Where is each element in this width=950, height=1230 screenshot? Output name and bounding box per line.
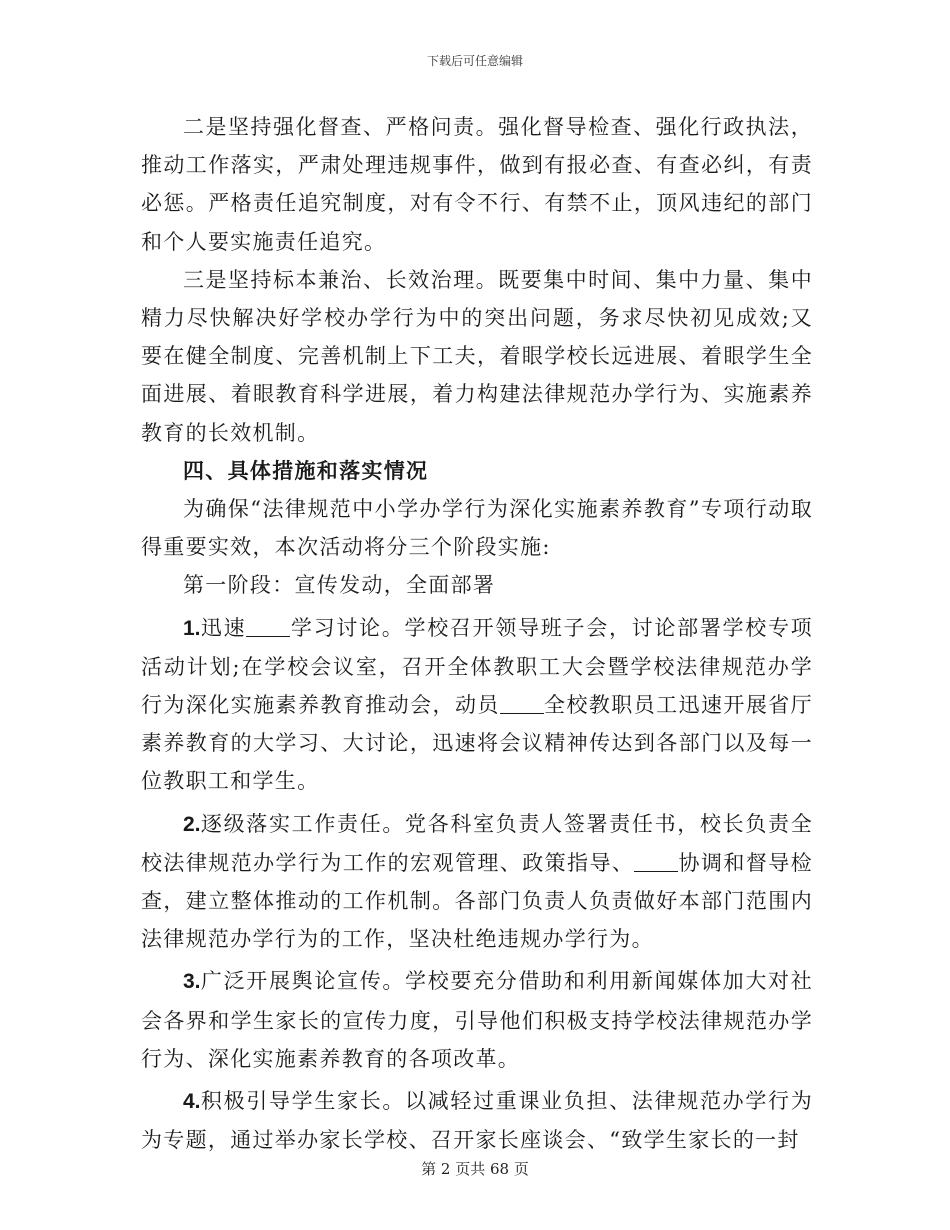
paragraph-long-term-governance: 三是坚持标本兼治、长效治理。既要集中时间、集中力量、集中精力尽快解决好学校办学行为中的突出问题，务求尽快初见成效;又要在健全制度、完善机制上下工夫，着眼学校长远进展、着眼学生全面进展、着眼教育科学进展，着力构建法律规范办学行为、实施素养教育的长效机制。 [141, 267, 813, 445]
stage-1-title: 第一阶段：宣传发动，全面部署 [183, 573, 496, 598]
item-number: 4. [183, 1090, 201, 1114]
paragraph-stages-intro: 为确保“法律规范中小学办学行为深化实施素养教育”专项行动取得重要实效，本次活动将分三个阶段实施: [141, 497, 813, 560]
item-text: 协调和督导检查，建立整体推动的工作机制。各部门负责人负责做好本部门范围内法律规范办学行为的工作，坚决杜绝违规办学行为。 [141, 850, 813, 952]
document-body [141, 108, 813, 1159]
list-item-1 [141, 609, 813, 801]
blank-line [634, 850, 678, 872]
item-number: 2. [183, 812, 201, 836]
section-heading-4: 四、具体措施和落实情况 [183, 458, 429, 483]
item-text: 逐级落实工作责任。党各科室负责人签署责任书，校长负责全校法律规范办学行为工作的宏观管理、政策指导、 [141, 811, 813, 875]
list-item-3 [141, 962, 813, 1078]
list-item-2 [141, 805, 813, 959]
blank-line [500, 692, 544, 714]
item-text: 迅速 [200, 615, 247, 640]
item-number: 3. [183, 970, 201, 994]
item-number: 1. [183, 616, 201, 640]
item-text: 全校教职员工迅速开展省厅素养教育的大学习、大讨论，迅速将会议精神传达到各部门以及每一位教职工和学生。 [141, 693, 813, 794]
blank-line [246, 615, 290, 637]
page-number: 第 2 页共 68 页 [421, 1160, 529, 1178]
list-item-4 [141, 1082, 813, 1159]
item-text: 学习讨论。学校召开领导班子会，讨论部署学校专项活动计划;在学校会议室，召开全体教职工大会暨学校法律规范办学行为深化实施素养教育推动会，动员 [141, 615, 813, 718]
header-note: 下载后可任意编辑 [426, 54, 523, 68]
paragraph-supervision: 二是坚持强化督查、严格问责。强化督导检查、强化行政执法，推动工作落实，严肃处理违规事件，做到有报必查、有查必纠，有责必惩。严格责任追究制度，对有令不行、有禁不止，顶风违纪的部门和个人要实施责任追究。 [141, 115, 813, 254]
item-text: 广泛开展舆论宣传。学校要充分借助和利用新闻媒体加大对社会各界和学生家长的宣传力度，引导他们积极支持学校法律规范办学行为、深化实施素养教育的各项改革。 [141, 969, 813, 1071]
item-text: 积极引导学生家长。以减轻过重课业负担、法律规范办学行为为专题，通过举办家长学校、召开家长座谈会、“致学生家长的一封 [141, 1089, 813, 1153]
